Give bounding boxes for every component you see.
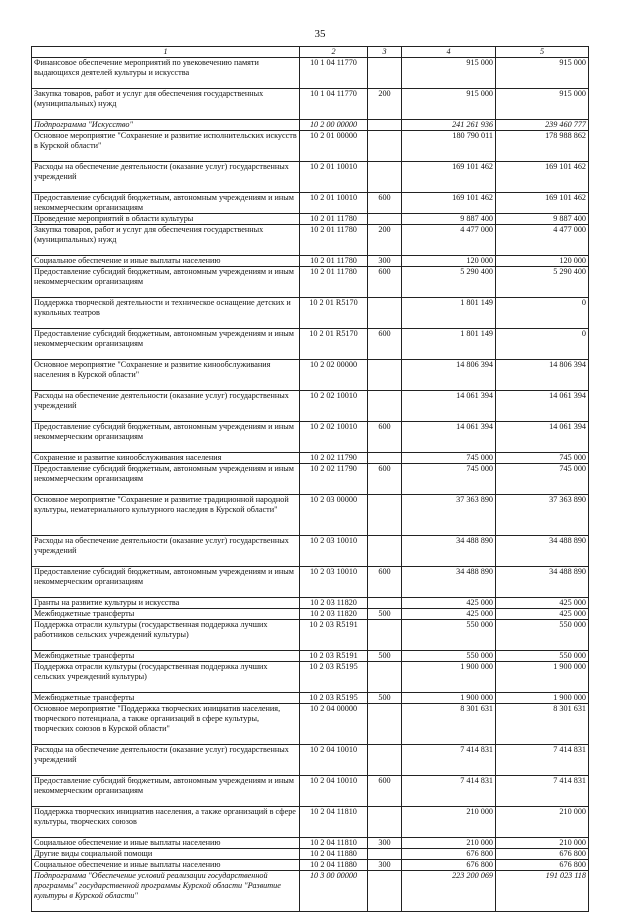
row-name: Финансовое обеспечение мероприятий по увековечению памяти выдающихся деятелей культуры и искусства xyxy=(32,58,300,89)
row-amount-year-2: 178 988 862 xyxy=(496,131,589,162)
row-amount-year-2: 425 000 xyxy=(496,598,589,609)
row-expense-type xyxy=(368,598,402,609)
table-row xyxy=(32,693,589,704)
row-code: 10 2 02 11790 xyxy=(300,453,368,464)
row-amount-year-1: 4 477 000 xyxy=(402,225,496,256)
row-amount-year-2: 14 806 394 xyxy=(496,360,589,391)
row-name: Основное мероприятие "Сохранение и развитие кинообслуживания населения в Курской области" xyxy=(32,360,300,391)
row-amount-year-1: 550 000 xyxy=(402,620,496,651)
table-row xyxy=(32,860,589,871)
row-amount-year-1: 1 900 000 xyxy=(402,662,496,693)
row-code: 10 2 01 R5170 xyxy=(300,329,368,360)
row-name: Закупка товаров, работ и услуг для обеспечения государственных (муниципальных) нужд xyxy=(32,225,300,256)
row-expense-type xyxy=(368,620,402,651)
row-name: Предоставление субсидий бюджетным, автономным учреждениям и иным некоммерческим организациям xyxy=(32,567,300,598)
row-amount-year-2: 169 101 462 xyxy=(496,193,589,214)
row-amount-year-1: 915 000 xyxy=(402,89,496,120)
row-code: 10 2 04 11810 xyxy=(300,838,368,849)
row-expense-type xyxy=(368,391,402,422)
row-name: Поддержка творческих инициатив населения, а также организаций в сфере культуры, творческих союзов xyxy=(32,807,300,838)
row-amount-year-2: 239 460 777 xyxy=(496,120,589,131)
table-row xyxy=(32,776,589,807)
row-expense-type xyxy=(368,58,402,89)
row-amount-year-2: 5 290 400 xyxy=(496,267,589,298)
row-name: Межбюджетные трансферты xyxy=(32,693,300,704)
row-amount-year-1: 1 900 000 xyxy=(402,693,496,704)
table-row xyxy=(32,567,589,598)
row-amount-year-2: 8 301 631 xyxy=(496,704,589,745)
row-amount-year-2: 915 000 xyxy=(496,58,589,89)
row-amount-year-2: 169 101 462 xyxy=(496,162,589,193)
row-amount-year-2: 34 488 890 xyxy=(496,567,589,598)
row-amount-year-2: 191 023 118 xyxy=(496,871,589,912)
row-amount-year-2: 550 000 xyxy=(496,651,589,662)
row-expense-type xyxy=(368,120,402,131)
row-code: 10 2 03 R5191 xyxy=(300,620,368,651)
row-expense-type xyxy=(368,536,402,567)
row-expense-type xyxy=(368,849,402,860)
row-name: Расходы на обеспечение деятельности (оказание услуг) государственных учреждений xyxy=(32,536,300,567)
table-row xyxy=(32,162,589,193)
row-name: Другие виды социальной помощи xyxy=(32,849,300,860)
row-amount-year-2: 37 363 890 xyxy=(496,495,589,536)
table-row xyxy=(32,422,589,453)
table-row xyxy=(32,620,589,651)
row-code: 10 2 04 10010 xyxy=(300,776,368,807)
table-row xyxy=(32,651,589,662)
row-code: 10 2 02 10010 xyxy=(300,422,368,453)
row-code: 10 2 01 10010 xyxy=(300,193,368,214)
table-row xyxy=(32,745,589,776)
row-amount-year-1: 241 261 936 xyxy=(402,120,496,131)
row-expense-type: 600 xyxy=(368,776,402,807)
page-number: 35 xyxy=(314,28,326,40)
row-code: 10 2 01 11780 xyxy=(300,225,368,256)
header-col-1: 1 xyxy=(32,47,300,58)
row-code: 10 2 03 00000 xyxy=(300,495,368,536)
table-row xyxy=(32,598,589,609)
row-code: 10 2 02 10010 xyxy=(300,391,368,422)
row-name: Социальное обеспечение и иные выплаты населению xyxy=(32,838,300,849)
row-name: Социальное обеспечение и иные выплаты населению xyxy=(32,256,300,267)
row-expense-type xyxy=(368,704,402,745)
row-amount-year-1: 169 101 462 xyxy=(402,193,496,214)
row-amount-year-1: 34 488 890 xyxy=(402,536,496,567)
row-amount-year-1: 745 000 xyxy=(402,464,496,495)
row-name: Предоставление субсидий бюджетным, автономным учреждениям и иным некоммерческим организациям xyxy=(32,193,300,214)
row-name: Сохранение и развитие кинообслуживания населения xyxy=(32,453,300,464)
row-expense-type: 600 xyxy=(368,464,402,495)
row-name: Расходы на обеспечение деятельности (оказание услуг) государственных учреждений xyxy=(32,162,300,193)
row-code: 10 2 01 11780 xyxy=(300,256,368,267)
row-amount-year-1: 169 101 462 xyxy=(402,162,496,193)
row-expense-type: 300 xyxy=(368,860,402,871)
row-amount-year-1: 14 806 394 xyxy=(402,360,496,391)
table-row xyxy=(32,193,589,214)
table-row xyxy=(32,849,589,860)
table-row xyxy=(32,360,589,391)
row-name: Подпрограмма "Искусство" xyxy=(32,120,300,131)
row-amount-year-1: 34 488 890 xyxy=(402,567,496,598)
row-expense-type: 300 xyxy=(368,838,402,849)
table-row xyxy=(32,704,589,745)
row-expense-type xyxy=(368,131,402,162)
row-name: Закупка товаров, работ и услуг для обеспечения государственных (муниципальных) нужд xyxy=(32,89,300,120)
row-amount-year-2: 120 000 xyxy=(496,256,589,267)
table-row xyxy=(32,495,589,536)
table-row xyxy=(32,89,589,120)
table-row xyxy=(32,662,589,693)
row-amount-year-1: 550 000 xyxy=(402,651,496,662)
row-expense-type: 500 xyxy=(368,651,402,662)
row-expense-type: 500 xyxy=(368,693,402,704)
row-expense-type: 200 xyxy=(368,225,402,256)
row-amount-year-2: 210 000 xyxy=(496,807,589,838)
row-code: 10 2 01 11780 xyxy=(300,214,368,225)
row-code: 10 2 03 R5191 xyxy=(300,651,368,662)
row-expense-type xyxy=(368,453,402,464)
table-row xyxy=(32,120,589,131)
row-name: Поддержка творческой деятельности и техническое оснащение детских и кукольных театров xyxy=(32,298,300,329)
row-amount-year-1: 9 887 400 xyxy=(402,214,496,225)
row-code: 10 2 03 R5195 xyxy=(300,662,368,693)
row-amount-year-1: 120 000 xyxy=(402,256,496,267)
row-amount-year-2: 745 000 xyxy=(496,464,589,495)
row-name: Основное мероприятие "Сохранение и развитие исполнительских искусств в Курской области" xyxy=(32,131,300,162)
row-amount-year-1: 915 000 xyxy=(402,58,496,89)
row-name: Межбюджетные трансферты xyxy=(32,651,300,662)
table-row xyxy=(32,256,589,267)
row-amount-year-2: 676 800 xyxy=(496,860,589,871)
budget-table xyxy=(31,46,589,912)
table-row xyxy=(32,838,589,849)
row-amount-year-2: 0 xyxy=(496,329,589,360)
row-code: 10 2 03 10010 xyxy=(300,567,368,598)
row-code: 10 2 01 R5170 xyxy=(300,298,368,329)
row-expense-type xyxy=(368,871,402,912)
row-code: 10 2 03 10010 xyxy=(300,536,368,567)
row-name: Проведение мероприятий в области культуры xyxy=(32,214,300,225)
row-expense-type xyxy=(368,662,402,693)
table-row xyxy=(32,131,589,162)
row-amount-year-2: 34 488 890 xyxy=(496,536,589,567)
row-code: 10 2 01 10010 xyxy=(300,162,368,193)
table-body xyxy=(32,58,589,912)
row-amount-year-1: 425 000 xyxy=(402,609,496,620)
row-code: 10 2 03 11820 xyxy=(300,598,368,609)
row-amount-year-1: 210 000 xyxy=(402,807,496,838)
table-row xyxy=(32,609,589,620)
row-amount-year-2: 210 000 xyxy=(496,838,589,849)
row-amount-year-1: 14 061 394 xyxy=(402,391,496,422)
row-amount-year-1: 8 301 631 xyxy=(402,704,496,745)
row-code: 10 2 03 R5195 xyxy=(300,693,368,704)
table-row xyxy=(32,871,589,912)
row-name: Основное мероприятие "Поддержка творческих инициатив населения, творческого потенциала, а также организаций в сфере культуры, творческих союзов в Курской области" xyxy=(32,704,300,745)
table-row xyxy=(32,391,589,422)
table-row xyxy=(32,807,589,838)
row-code: 10 2 01 00000 xyxy=(300,131,368,162)
row-amount-year-2: 1 900 000 xyxy=(496,662,589,693)
row-amount-year-2: 7 414 831 xyxy=(496,776,589,807)
row-code: 10 2 00 00000 xyxy=(300,120,368,131)
row-amount-year-1: 676 800 xyxy=(402,849,496,860)
row-code: 10 2 02 11790 xyxy=(300,464,368,495)
row-name: Основное мероприятие "Сохранение и развитие традиционной народной культуры, нематериального культурного наследия в Курской области" xyxy=(32,495,300,536)
row-amount-year-1: 5 290 400 xyxy=(402,267,496,298)
table-row xyxy=(32,453,589,464)
row-expense-type xyxy=(368,162,402,193)
row-amount-year-2: 7 414 831 xyxy=(496,745,589,776)
row-code: 10 1 04 11770 xyxy=(300,58,368,89)
row-name: Расходы на обеспечение деятельности (оказание услуг) государственных учреждений xyxy=(32,745,300,776)
row-code: 10 2 04 11880 xyxy=(300,849,368,860)
row-expense-type: 600 xyxy=(368,422,402,453)
header-col-4: 4 xyxy=(402,47,496,58)
row-name: Поддержка отрасли культуры (государственная поддержка лучших сельских учреждений культуры) xyxy=(32,662,300,693)
row-name: Межбюджетные трансферты xyxy=(32,609,300,620)
row-code: 10 2 04 11810 xyxy=(300,807,368,838)
row-name: Социальное обеспечение и иные выплаты населению xyxy=(32,860,300,871)
row-amount-year-1: 180 790 011 xyxy=(402,131,496,162)
row-amount-year-2: 4 477 000 xyxy=(496,225,589,256)
row-expense-type: 600 xyxy=(368,193,402,214)
row-expense-type xyxy=(368,360,402,391)
row-name: Предоставление субсидий бюджетным, автономным учреждениям и иным некоммерческим организациям xyxy=(32,776,300,807)
row-amount-year-1: 676 800 xyxy=(402,860,496,871)
row-amount-year-2: 676 800 xyxy=(496,849,589,860)
row-expense-type xyxy=(368,745,402,776)
row-code: 10 2 03 11820 xyxy=(300,609,368,620)
row-amount-year-2: 425 000 xyxy=(496,609,589,620)
row-expense-type: 500 xyxy=(368,609,402,620)
table-row xyxy=(32,464,589,495)
row-amount-year-2: 1 900 000 xyxy=(496,693,589,704)
header-col-3: 3 xyxy=(368,47,402,58)
header-col-2: 2 xyxy=(300,47,368,58)
table-row xyxy=(32,58,589,89)
table-row xyxy=(32,536,589,567)
row-amount-year-2: 550 000 xyxy=(496,620,589,651)
row-amount-year-1: 14 061 394 xyxy=(402,422,496,453)
row-amount-year-1: 1 801 149 xyxy=(402,298,496,329)
row-name: Расходы на обеспечение деятельности (оказание услуг) государственных учреждений xyxy=(32,391,300,422)
row-expense-type xyxy=(368,807,402,838)
row-expense-type: 600 xyxy=(368,329,402,360)
table-row xyxy=(32,298,589,329)
row-name: Подпрограмма "Обеспечение условий реализации государственной программы" государственной программы Курской области "Развитие культуры в Курской области" xyxy=(32,871,300,912)
row-name: Предоставление субсидий бюджетным, автономным учреждениям и иным некоммерческим организациям xyxy=(32,422,300,453)
row-code: 10 3 00 00000 xyxy=(300,871,368,912)
row-code: 10 1 04 11770 xyxy=(300,89,368,120)
row-amount-year-2: 745 000 xyxy=(496,453,589,464)
row-expense-type: 300 xyxy=(368,256,402,267)
row-amount-year-1: 7 414 831 xyxy=(402,745,496,776)
table-header-row xyxy=(32,47,589,58)
row-name: Предоставление субсидий бюджетным, автономным учреждениям и иным некоммерческим организациям xyxy=(32,267,300,298)
row-amount-year-1: 1 801 149 xyxy=(402,329,496,360)
row-code: 10 2 04 00000 xyxy=(300,704,368,745)
row-amount-year-1: 37 363 890 xyxy=(402,495,496,536)
row-amount-year-1: 210 000 xyxy=(402,838,496,849)
row-amount-year-2: 0 xyxy=(496,298,589,329)
table-row xyxy=(32,267,589,298)
row-expense-type xyxy=(368,298,402,329)
row-expense-type: 600 xyxy=(368,267,402,298)
row-amount-year-1: 223 200 069 xyxy=(402,871,496,912)
row-name: Поддержка отрасли культуры (государственная поддержка лучших работников сельских учреждений культуры) xyxy=(32,620,300,651)
row-amount-year-1: 7 414 831 xyxy=(402,776,496,807)
table-row xyxy=(32,214,589,225)
row-expense-type xyxy=(368,214,402,225)
row-code: 10 2 04 11880 xyxy=(300,860,368,871)
row-amount-year-2: 915 000 xyxy=(496,89,589,120)
row-name: Предоставление субсидий бюджетным, автономным учреждениям и иным некоммерческим организациям xyxy=(32,464,300,495)
row-name: Гранты на развитие культуры и искусства xyxy=(32,598,300,609)
row-amount-year-2: 14 061 394 xyxy=(496,391,589,422)
row-code: 10 2 04 10010 xyxy=(300,745,368,776)
row-name: Предоставление субсидий бюджетным, автономным учреждениям и иным некоммерческим организациям xyxy=(32,329,300,360)
row-expense-type: 200 xyxy=(368,89,402,120)
table-row xyxy=(32,225,589,256)
row-amount-year-2: 14 061 394 xyxy=(496,422,589,453)
row-amount-year-1: 425 000 xyxy=(402,598,496,609)
header-col-5: 5 xyxy=(496,47,589,58)
row-code: 10 2 02 00000 xyxy=(300,360,368,391)
row-amount-year-1: 745 000 xyxy=(402,453,496,464)
row-code: 10 2 01 11780 xyxy=(300,267,368,298)
row-expense-type: 600 xyxy=(368,567,402,598)
row-amount-year-2: 9 887 400 xyxy=(496,214,589,225)
table-row xyxy=(32,329,589,360)
row-expense-type xyxy=(368,495,402,536)
